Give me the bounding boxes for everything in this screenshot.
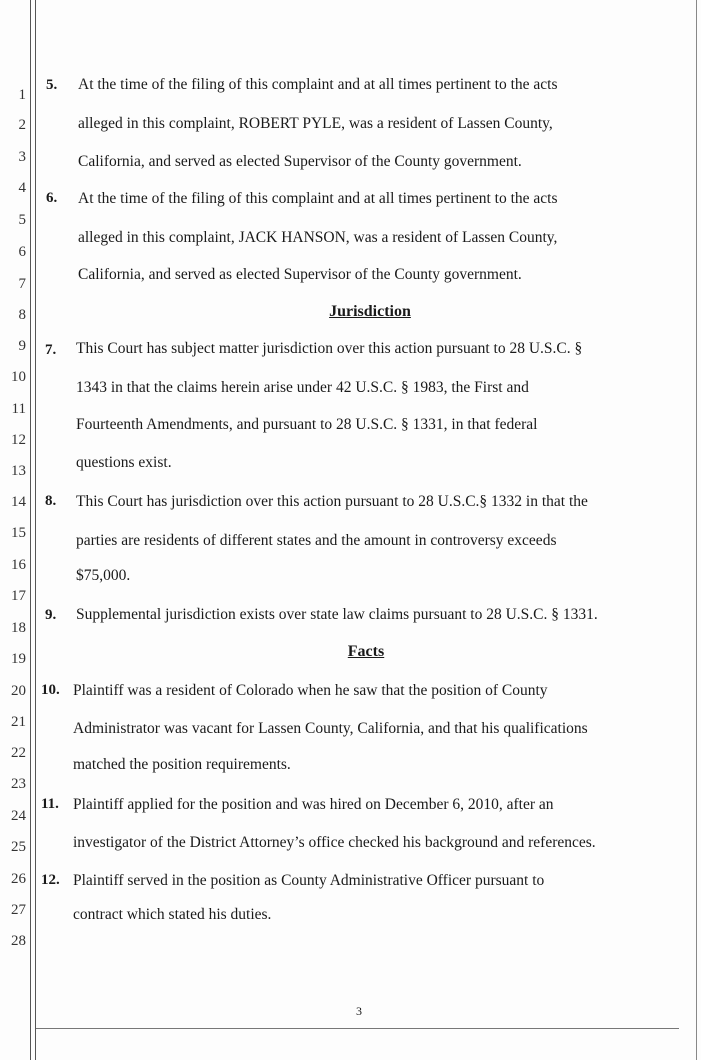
paragraph-line: California, and served as elected Supervisor of the County government.	[78, 266, 522, 283]
line-number: 15	[11, 525, 26, 541]
line-number: 8	[18, 307, 26, 323]
paragraph-number: 8.	[45, 493, 57, 509]
paragraph-line: alleged in this complaint, JACK HANSON, was a resident of Lassen County,	[78, 229, 558, 246]
paragraph-line: Plaintiff served in the position as County Administrative Officer pursuant to	[73, 872, 545, 889]
paragraph-number: 11.	[41, 796, 59, 812]
line-number: 7	[18, 276, 26, 292]
paragraph-line: California, and served as elected Supervisor of the County government.	[78, 153, 522, 170]
line-number: 10	[11, 369, 26, 385]
paragraph-number: 12.	[41, 872, 60, 888]
line-number: 1	[18, 87, 26, 103]
page-number: 3	[356, 1004, 362, 1018]
line-number: 6	[18, 244, 26, 260]
paragraph-number: 7.	[45, 342, 57, 358]
line-number: 19	[11, 651, 26, 667]
paragraph-line: Fourteenth Amendments, and pursuant to 28 U.S.C. § 1331, in that federal	[76, 416, 538, 433]
line-number: 5	[18, 212, 26, 228]
line-number: 2	[18, 117, 26, 133]
section-heading-facts: Facts	[347, 643, 385, 660]
line-number: 12	[11, 432, 26, 448]
line-number: 13	[11, 463, 26, 479]
line-number: 28	[11, 933, 26, 949]
paragraph-line: contract which stated his duties.	[73, 906, 272, 923]
line-number: 14	[11, 494, 26, 510]
paragraph-line: alleged in this complaint, ROBERT PYLE, was a resident of Lassen County,	[78, 115, 553, 132]
section-heading-jurisdiction: Jurisdiction	[329, 303, 411, 320]
paragraph-line: questions exist.	[76, 454, 172, 471]
line-number: 3	[18, 149, 26, 165]
paragraph-line: 1343 in that the claims herein arise under 42 U.S.C. § 1983, the First and	[76, 379, 529, 396]
paragraph-line: At the time of the filing of this complaint and at all times pertinent to the acts	[78, 190, 558, 207]
line-number: 23	[11, 776, 26, 792]
paragraph-line: Plaintiff applied for the position and was hired on December 6, 2010, after an	[73, 796, 554, 813]
line-number: 9	[18, 338, 26, 354]
left-margin-rule	[30, 0, 31, 1060]
line-number: 20	[11, 683, 26, 699]
right-margin-rule	[696, 0, 697, 1060]
paragraph-line: matched the position requirements.	[73, 756, 291, 773]
line-number: 22	[11, 745, 26, 761]
paragraph-line: Administrator was vacant for Lassen County, California, and that his qualifications	[73, 720, 588, 737]
line-number: 24	[11, 808, 26, 824]
paragraph-line: Supplemental jurisdiction exists over state law claims pursuant to 28 U.S.C. § 1331.	[76, 606, 598, 623]
line-number: 11	[11, 401, 26, 417]
line-number: 18	[11, 620, 26, 636]
paragraph-line: At the time of the filing of this complaint and at all times pertinent to the acts	[78, 76, 558, 93]
line-number: 26	[11, 871, 26, 887]
line-number: 25	[11, 839, 26, 855]
paragraph-number: 5.	[46, 77, 58, 93]
line-number: 21	[11, 714, 26, 730]
left-margin-rule-inner	[35, 0, 36, 1060]
paragraph-number: 9.	[45, 607, 57, 623]
line-number: 27	[11, 902, 26, 918]
paragraph-line: Plaintiff was a resident of Colorado when he saw that the position of County	[73, 682, 548, 699]
paragraph-line: This Court has jurisdiction over this action pursuant to 28 U.S.C.§ 1332 in that the	[76, 493, 588, 510]
paragraph-line: investigator of the District Attorney’s office checked his background and references.	[73, 834, 596, 851]
paragraph-line: $75,000.	[76, 567, 131, 584]
footer-rule	[36, 1028, 679, 1029]
paragraph-number: 6.	[46, 190, 58, 206]
paragraph-line: parties are residents of different states and the amount in controversy exceeds	[76, 532, 557, 549]
line-number: 17	[11, 588, 26, 604]
line-number: 16	[11, 557, 26, 573]
paragraph-line: This Court has subject matter jurisdiction over this action pursuant to 28 U.S.C. §	[76, 340, 583, 357]
paragraph-number: 10.	[41, 682, 60, 698]
line-number: 4	[18, 180, 26, 196]
